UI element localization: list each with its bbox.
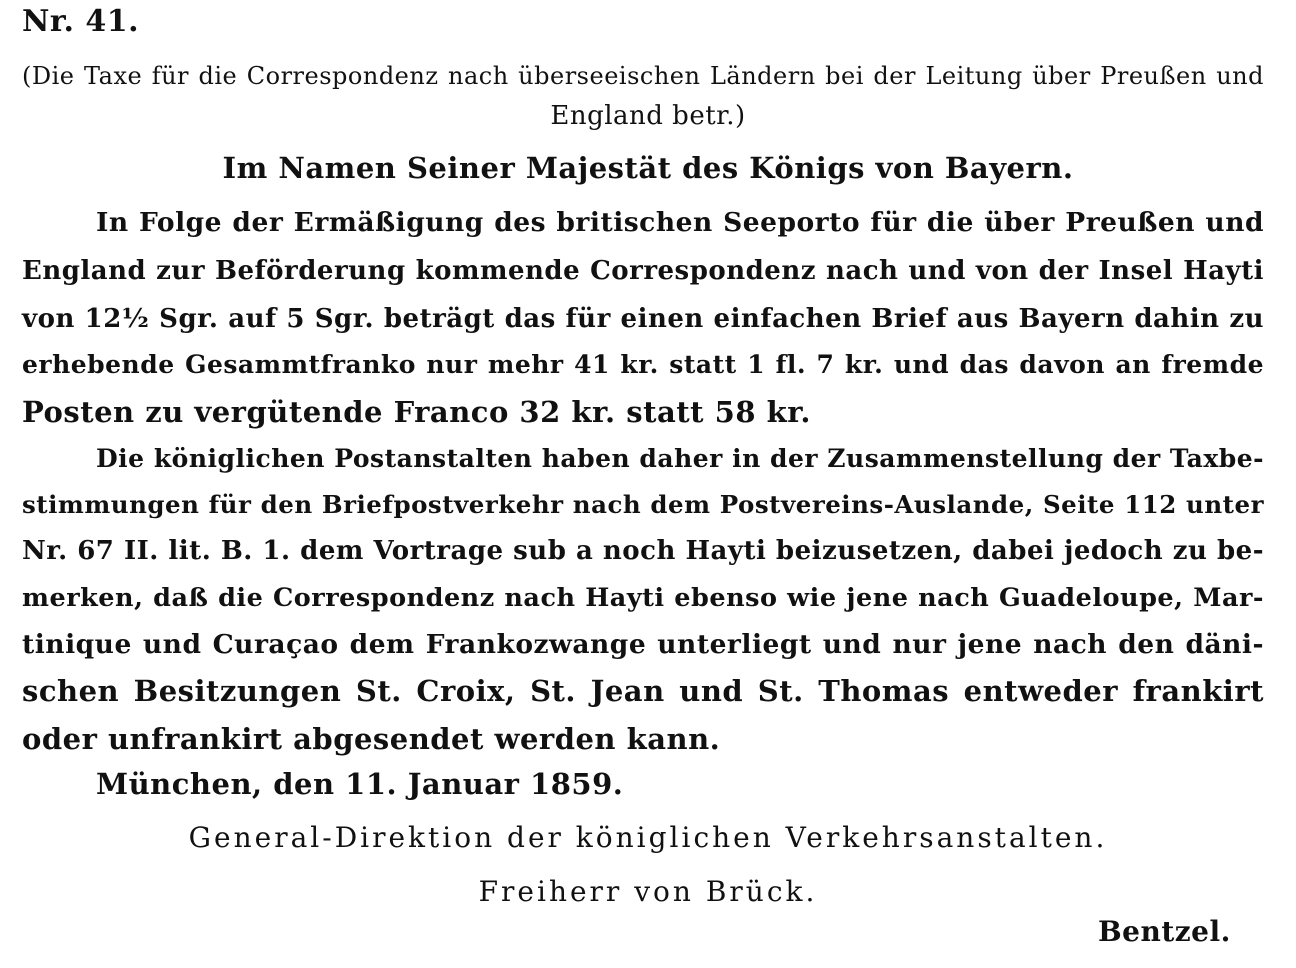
issuing-authority: General-Direktion der königlichen Verkehrsanstalten.	[188, 821, 1108, 854]
paragraph2-line-5: tinique und Curaçao dem Frankozwange unterliegt und nur jene nach den däni-	[22, 629, 1264, 660]
paragraph2-line-7: oder unfrankirt abgesendet werden kann.	[22, 722, 721, 756]
subject-line-2: England betr.)	[550, 101, 746, 131]
countersignature: Bentzel.	[1098, 915, 1231, 948]
paragraph2-line-6: schen Besitzungen St. Croix, St. Jean und St. Thomas entweder frankirt	[22, 674, 1264, 708]
paragraph1-line-3: von 12½ Sgr. auf 5 Sgr. beträgt das für einen einfachen Brief aus Bayern dahin zu	[22, 304, 1264, 334]
paragraph2-line-2: stimmungen für den Briefpostverkehr nach dem Postvereins-Auslande, Seite 112 unter	[22, 490, 1264, 519]
invocation-heading: Im Namen Seiner Majestät des Königs von Bayern.	[222, 151, 1074, 185]
paragraph2-line-3: Nr. 67 II. lit. B. 1. dem Vortrage sub a noch Hayti beizusetzen, dabei jedoch zu be-	[22, 536, 1264, 566]
paragraph1-line-4: erhebende Gesammtfranko nur mehr 41 kr. statt 1 fl. 7 kr. und das davon an fremde	[22, 350, 1264, 379]
document-number: Nr. 41.	[22, 4, 140, 39]
paragraph2-line-1: Die königlichen Postanstalten haben daher in der Zusammenstellung der Taxbe-	[96, 444, 1264, 473]
place-date: München, den 11. Januar 1859.	[96, 767, 624, 801]
paragraph2-line-4: merken, daß die Correspondenz nach Hayti ebenso wie jene nach Guadeloupe, Mar-	[22, 583, 1264, 613]
signatory-name: Freiherr von Brück.	[478, 875, 818, 908]
paragraph1-line-2: England zur Beförderung kommende Correspondenz nach und von der Insel Hayti	[22, 256, 1264, 286]
paragraph1-line-5: Posten zu vergütende Franco 32 kr. statt 58 kr.	[22, 395, 811, 429]
subject-line-1: (Die Taxe für die Correspondenz nach überseeischen Ländern bei der Leitung über Preußen und	[22, 62, 1264, 90]
paragraph1-line-1: In Folge der Ermäßigung des britischen Seeporto für die über Preußen und	[96, 207, 1264, 238]
